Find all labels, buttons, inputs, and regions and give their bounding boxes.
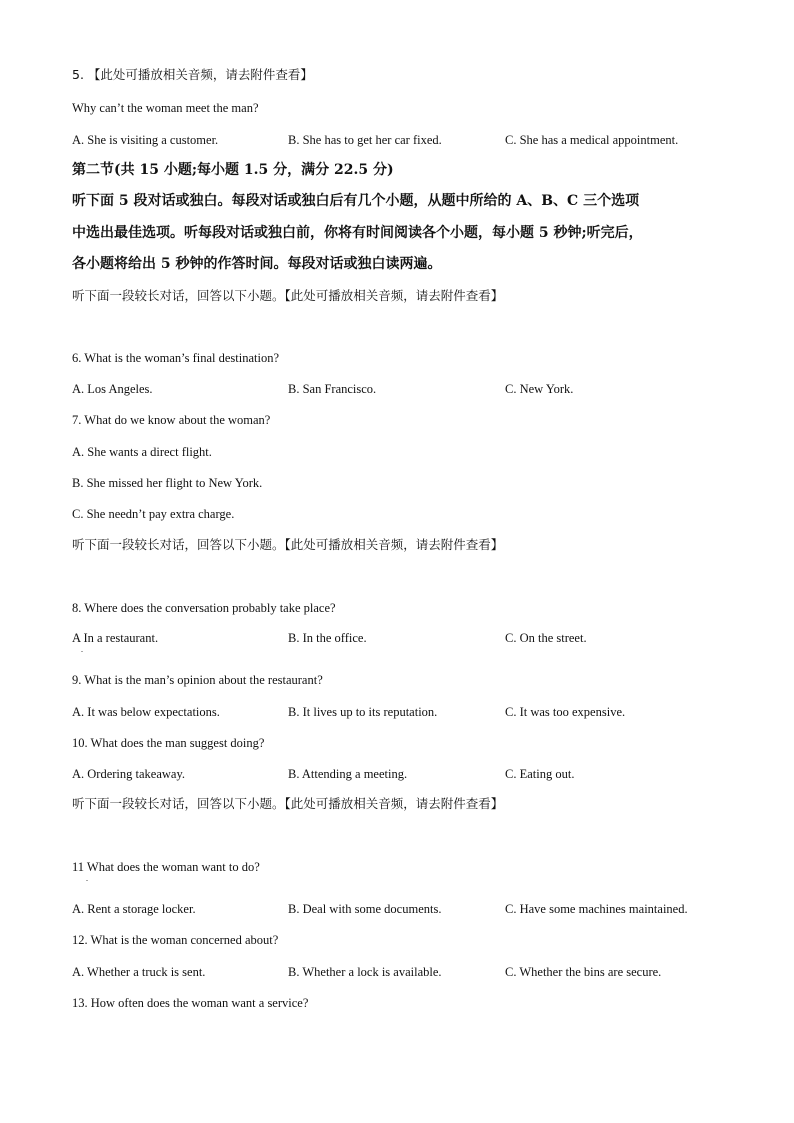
q10-question: 10. What does the man suggest doing?	[72, 736, 265, 750]
q11-option-a: A. Rent a storage locker.	[72, 902, 196, 916]
q5-option-b: B. She has to get her car fixed.	[288, 133, 442, 147]
q11-option-c: C. Have some machines maintained.	[505, 902, 688, 916]
listen-prompt-3: 听下面一段较长对话，回答以下小题。【此处可播放相关音频，请去附件查看】	[72, 796, 504, 811]
q10-option-c: C. Eating out.	[505, 767, 575, 781]
stray-dot-mark: .	[86, 874, 88, 883]
q8-option-c: C. On the street.	[505, 631, 587, 645]
section2-instruction-1: 听下面 5 段对话或独白。每段对话或独白后有几个小题，从题中所给的 A、B、C 三个选项	[72, 193, 640, 209]
q6-option-b: B. San Francisco.	[288, 382, 377, 396]
q8-question: 8. Where does the conversation probably take place?	[72, 601, 336, 615]
q6-option-a: A. Los Angeles.	[72, 382, 153, 396]
q12-option-b: B. Whether a lock is available.	[288, 965, 442, 979]
q12-option-c: C. Whether the bins are secure.	[505, 965, 662, 979]
q7-option-c: C. She needn’t pay extra charge.	[72, 507, 235, 521]
q6-question: 6. What is the woman’s final destination?	[72, 351, 280, 365]
q9-question: 9. What is the man’s opinion about the restaurant?	[72, 673, 323, 687]
q5-header: 5. 【此处可播放相关音频，请去附件查看】	[72, 67, 313, 82]
q9-option-b: B. It lives up to its reputation.	[288, 705, 438, 719]
q9-option-c: C. It was too expensive.	[505, 705, 626, 719]
q13-question: 13. How often does the woman want a service?	[72, 996, 309, 1010]
q5-option-c: C. She has a medical appointment.	[505, 133, 679, 147]
stray-dot-mark: .	[81, 645, 83, 654]
section2-instruction-2: 中选出最佳选项。听每段对话或独白前，你将有时间阅读各个小题，每小题 5 秒钟;听完后，	[72, 225, 643, 241]
q12-question: 12. What is the woman concerned about?	[72, 933, 279, 947]
q5-question: Why can’t the woman meet the man?	[72, 101, 259, 115]
q7-option-a: A. She wants a direct flight.	[72, 445, 212, 459]
section2-title: 第二节(共 15 小题;每小题 1.5 分，满分 22.5 分)	[72, 162, 394, 178]
listen-prompt-2: 听下面一段较长对话，回答以下小题。【此处可播放相关音频，请去附件查看】	[72, 537, 504, 552]
q11-question: 11 What does the woman want to do?	[72, 860, 260, 874]
q12-option-a: A. Whether a truck is sent.	[72, 965, 206, 979]
q8-option-a: A In a restaurant.	[72, 631, 159, 645]
q7-question: 7. What do we know about the woman?	[72, 413, 271, 427]
q9-option-a: A. It was below expectations.	[72, 705, 220, 719]
q10-option-a: A. Ordering takeaway.	[72, 767, 186, 781]
q11-option-b: B. Deal with some documents.	[288, 902, 442, 916]
q7-option-b: B. She missed her flight to New York.	[72, 476, 263, 490]
q5-option-a: A. She is visiting a customer.	[72, 133, 219, 147]
listen-prompt-1: 听下面一段较长对话，回答以下小题。【此处可播放相关音频，请去附件查看】	[72, 288, 504, 303]
q10-option-b: B. Attending a meeting.	[288, 767, 408, 781]
section2-instruction-3: 各小题将给出 5 秒钟的作答时间。每段对话或独白读两遍。	[72, 256, 442, 272]
q6-option-c: C. New York.	[505, 382, 574, 396]
q8-option-b: B. In the office.	[288, 631, 367, 645]
